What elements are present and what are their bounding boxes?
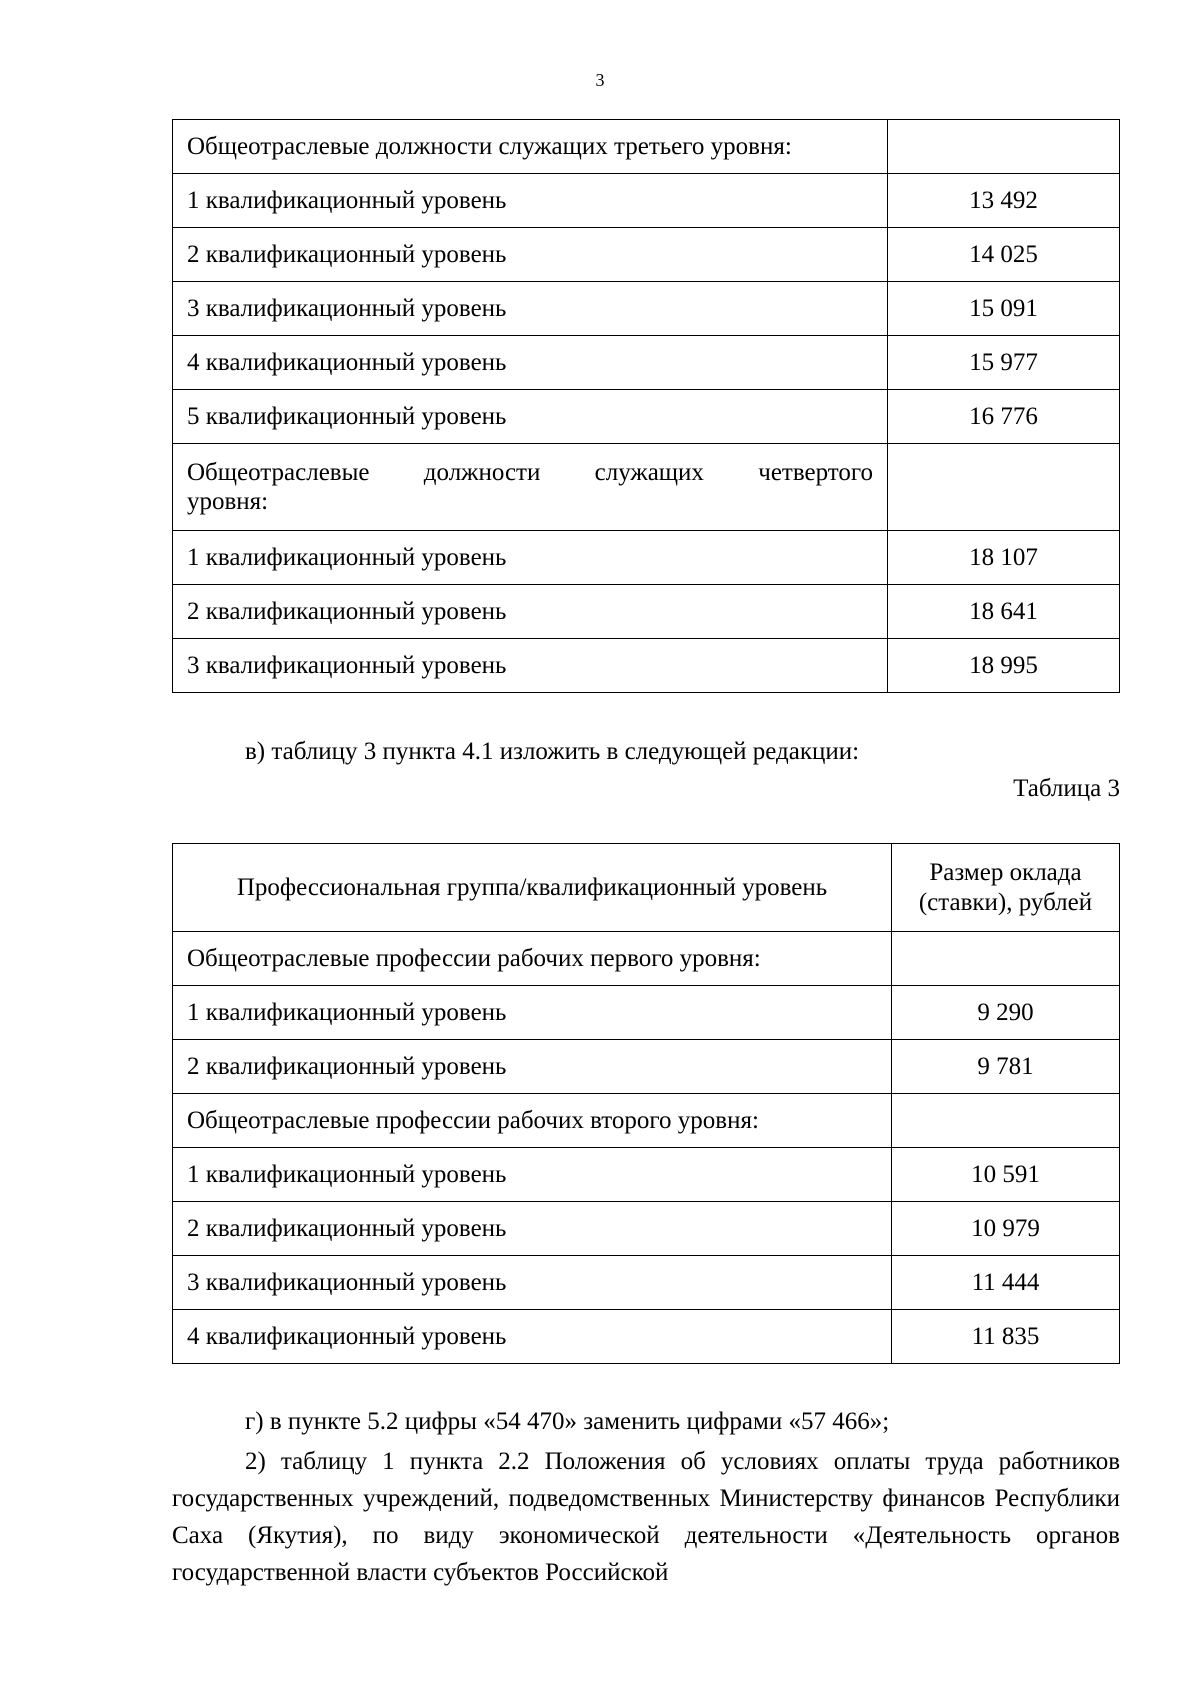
salary-value: 13 492 — [888, 174, 1120, 228]
group-label: Общеотраслевые должности служащих третьего уровня: — [173, 120, 888, 174]
table-header-row — [173, 844, 1120, 932]
table-row — [173, 174, 1120, 228]
table-row — [173, 444, 1120, 531]
level-label: 2 квалификационный уровень — [173, 1202, 892, 1256]
table-row — [173, 1202, 1120, 1256]
table-row — [173, 1148, 1120, 1202]
table-row — [173, 228, 1120, 282]
table-row — [173, 932, 1120, 986]
table-row — [173, 585, 1120, 639]
level-label: 3 квалификационный уровень — [173, 639, 888, 693]
group-label-line2: уровня: — [187, 488, 269, 515]
table-caption: Таблица 3 — [1013, 775, 1120, 802]
salary-value: 18 107 — [888, 531, 1120, 585]
level-label: 1 квалификационный уровень — [173, 986, 892, 1040]
paragraph-g: г) в пункте 5.2 цифры «54 470» заменить цифрами «57 466»; — [245, 1408, 890, 1435]
salary-value: 10 591 — [892, 1148, 1120, 1202]
salary-value: 10 979 — [892, 1202, 1120, 1256]
salary-value: 18 641 — [888, 585, 1120, 639]
level-label: 5 квалификационный уровень — [173, 390, 888, 444]
salary-value: 9 290 — [892, 986, 1120, 1040]
group-label: Общеотраслевые профессии рабочих второго уровня: — [173, 1094, 892, 1148]
salary-value: 18 995 — [888, 639, 1120, 693]
level-label: 2 квалификационный уровень — [173, 1040, 892, 1094]
salary-value: 9 781 — [892, 1040, 1120, 1094]
table-row — [173, 639, 1120, 693]
level-label: 2 квалификационный уровень — [173, 228, 888, 282]
table-row — [173, 1040, 1120, 1094]
column-header-salary-line2: (ставки), рублей — [918, 888, 1093, 916]
level-label: 4 квалификационный уровень — [173, 1310, 892, 1364]
table-row — [173, 120, 1120, 174]
salary-value — [892, 1094, 1120, 1148]
level-label: 2 квалификационный уровень — [173, 585, 888, 639]
level-label: 1 квалификационный уровень — [173, 1148, 892, 1202]
column-header-group: Профессиональная группа/квалификационный уровень — [173, 844, 892, 932]
level-label: 1 квалификационный уровень — [173, 531, 888, 585]
group-label — [173, 444, 888, 531]
column-header-salary-line1: Размер оклада — [929, 858, 1082, 886]
paragraph-2: 2) таблицу 1 пункта 2.2 Положения об условиях оплаты труда работников государственных учреждений, подведомственных Министерству финансов Республики Саха (Якутия), по виду экономической деятельности «Деятельность органов государственной власти субъектов Российской — [172, 1448, 1120, 1586]
salary-value — [892, 932, 1120, 986]
salary-value — [888, 120, 1120, 174]
level-label: 3 квалификационный уровень — [173, 1256, 892, 1310]
page-number: 3 — [595, 70, 605, 90]
level-label: 1 квалификационный уровень — [173, 174, 888, 228]
table-row — [173, 390, 1120, 444]
salary-value: 11 444 — [892, 1256, 1120, 1310]
column-header-salary — [892, 844, 1120, 932]
level-label: 4 квалификационный уровень — [173, 336, 888, 390]
salary-table-3 — [172, 843, 1120, 1364]
salary-value: 11 835 — [892, 1310, 1120, 1364]
table-row — [173, 1310, 1120, 1364]
group-label-line1: Общеотраслевые должности служащих четвертого — [187, 459, 873, 486]
salary-value: 14 025 — [888, 228, 1120, 282]
salary-table-continued — [172, 119, 1120, 693]
table-row — [173, 1256, 1120, 1310]
table-row — [173, 986, 1120, 1040]
salary-value — [888, 444, 1120, 531]
table-row — [173, 1094, 1120, 1148]
table-row — [173, 336, 1120, 390]
table-row — [173, 282, 1120, 336]
group-label: Общеотраслевые профессии рабочих первого уровня: — [173, 932, 892, 986]
salary-value: 15 091 — [888, 282, 1120, 336]
table-row — [173, 531, 1120, 585]
paragraph-v: в) таблицу 3 пункта 4.1 изложить в следующей редакции: — [245, 738, 860, 765]
salary-value: 16 776 — [888, 390, 1120, 444]
salary-value: 15 977 — [888, 336, 1120, 390]
level-label: 3 квалификационный уровень — [173, 282, 888, 336]
